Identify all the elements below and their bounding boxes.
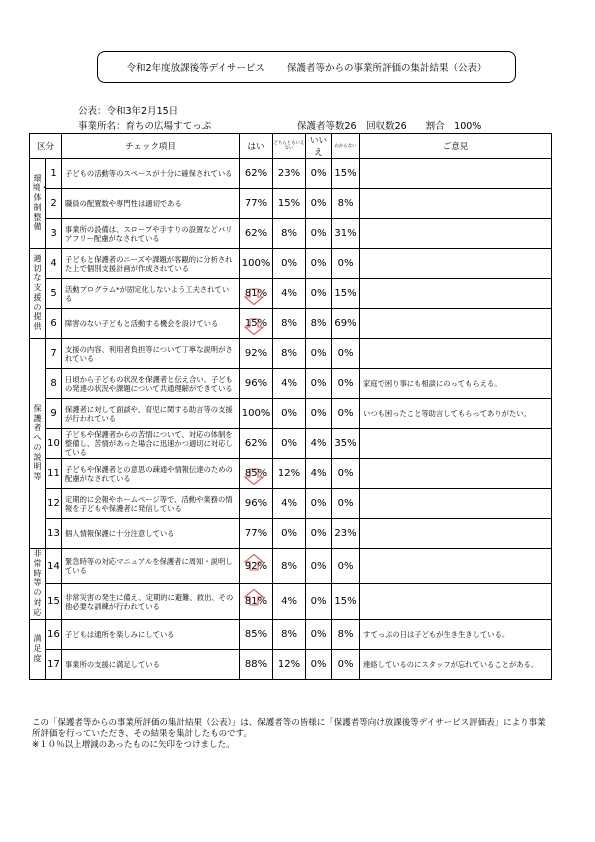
comment-cell — [360, 549, 552, 584]
pct-no: 0% — [306, 519, 332, 549]
pct-unknown: 0% — [332, 549, 360, 584]
header-comment: ご意見 — [360, 134, 552, 159]
pct-no: 0% — [306, 339, 332, 369]
pct-yes — [240, 619, 273, 649]
pct-unknown: 23% — [332, 519, 360, 549]
pct-yes — [240, 399, 273, 429]
row-number: 17 — [46, 649, 62, 679]
comment-cell — [360, 309, 552, 339]
row-number: 15 — [46, 584, 62, 619]
table-row — [30, 459, 552, 489]
pct-no: 4% — [306, 459, 332, 489]
pct-yes-value: 92% — [244, 348, 268, 359]
footer-note — [32, 718, 552, 751]
pct-yes — [240, 339, 273, 369]
pct-unknown: 0% — [332, 399, 360, 429]
comment-cell — [360, 219, 552, 249]
pct-no: 0% — [306, 189, 332, 219]
pct-neither: 0% — [273, 399, 306, 429]
pct-neither: 8% — [273, 219, 306, 249]
row-number: 4 — [46, 249, 62, 279]
pct-unknown: 0% — [332, 459, 360, 489]
pct-unknown: 0% — [332, 249, 360, 279]
pct-yes — [240, 279, 273, 309]
category-label: 適切な支援の提供 — [33, 253, 42, 332]
pct-no: 4% — [306, 429, 332, 459]
comment-cell — [360, 249, 552, 279]
comment-cell — [360, 429, 552, 459]
header-yes: はい — [240, 134, 273, 159]
pct-yes-value: 62% — [244, 228, 268, 239]
pct-neither: 0% — [273, 429, 306, 459]
row-number: 14 — [46, 549, 62, 584]
category-cell — [30, 159, 49, 249]
pct-yes-value: 62% — [244, 438, 268, 449]
pct-yes — [240, 649, 273, 679]
pct-neither: 4% — [273, 489, 306, 519]
row-number: 2 — [46, 189, 62, 219]
comment-cell — [360, 339, 552, 369]
pct-neither: 0% — [273, 249, 306, 279]
pct-neither: 15% — [273, 189, 306, 219]
row-number: 7 — [46, 339, 62, 369]
pct-unknown: 15% — [332, 159, 360, 189]
facility-name: 事業所名：育ちの広場すてっぷ — [78, 121, 212, 132]
row-number: 9 — [46, 399, 62, 429]
check-item: 日頃から子どもの状況を保護者と伝え合い、子どもの発達の状況や課題について共通理解ができている — [62, 369, 240, 399]
title-right: 保護者等からの事業所評価の集計結果（公表） — [286, 63, 487, 74]
pct-yes-value: 100% — [241, 258, 271, 269]
check-item: 緊急時等の対応マニュアルを保護者に周知・説明している — [62, 549, 240, 584]
pct-neither: 0% — [273, 519, 306, 549]
pct-neither: 12% — [273, 459, 306, 489]
pct-no: 0% — [306, 619, 332, 649]
check-item: 職員の配置数や専門性は適切である — [62, 189, 240, 219]
table-row — [30, 309, 552, 339]
check-item: 事業所の設備は、スロープや手すりの設置などバリアフリー配慮がなされている — [62, 219, 240, 249]
pct-yes-value: 81% — [244, 596, 268, 608]
pct-unknown: 31% — [332, 219, 360, 249]
pct-unknown: 8% — [332, 189, 360, 219]
pct-yes-value: 62% — [244, 168, 268, 179]
table-row — [30, 489, 552, 519]
pct-no: 0% — [306, 489, 332, 519]
pct-yes — [240, 489, 273, 519]
header-neither: どちらともいえない — [273, 134, 306, 159]
header-item: チェック項目 — [62, 134, 240, 159]
header-unknown: わからない — [332, 134, 360, 159]
pct-yes — [240, 429, 273, 459]
table-row — [30, 429, 552, 459]
row-number: 12 — [46, 489, 62, 519]
category-cell — [30, 249, 46, 339]
header-no: いいえ — [306, 134, 332, 159]
pct-yes — [240, 369, 273, 399]
pct-no: 0% — [306, 549, 332, 584]
comment-cell: 連絡しているのにスタッフが忘れていることがある。 — [360, 649, 552, 679]
pct-yes — [240, 549, 273, 584]
pct-neither: 8% — [273, 339, 306, 369]
check-item: 子どもや保護者との意思の疎通や情報伝達のための配慮がなされている — [62, 459, 240, 489]
comment-cell — [360, 279, 552, 309]
pct-yes — [240, 159, 273, 189]
check-item: 保護者に対して面談や、育児に関する助言等の支援が行われている — [62, 399, 240, 429]
check-item: 事業所の支援に満足している — [62, 649, 240, 679]
pct-no: 0% — [306, 249, 332, 279]
pct-no: 0% — [306, 279, 332, 309]
row-number: 6 — [46, 309, 62, 339]
table-body — [30, 159, 552, 680]
check-item: 活動プログラム*が固定化しないよう工夫されている — [62, 279, 240, 309]
comment-cell — [360, 489, 552, 519]
check-item: 非常災害の発生に備え、定期的に避難、救出、その他必要な訓練が行われている — [62, 584, 240, 619]
footer-line-2: ※１０％以上増減のあったものに矢印をつけました。 — [32, 740, 235, 750]
pct-unknown: 0% — [332, 369, 360, 399]
table-row — [30, 249, 552, 279]
row-number: 8 — [46, 369, 62, 399]
row-number: 5 — [46, 279, 62, 309]
response-stats: 保護者等数26 回収数26 割合 100% — [297, 121, 482, 132]
title-left: 令和2年度放課後等デイサービス — [126, 63, 265, 74]
comment-cell: 家庭で困り事にも相談にのってもらえる。 — [360, 369, 552, 399]
header-category: 区分 — [30, 134, 62, 159]
check-item: 子どもの活動等のスペースが十分に確保されている — [62, 159, 240, 189]
pct-neither: 4% — [273, 584, 306, 619]
category-label: 非常時等の対応 — [33, 549, 42, 617]
check-item: 定期的に会報やホームページ等で、活動や業務の情報を子どもや保護者に発信している — [62, 489, 240, 519]
pct-unknown: 0% — [332, 339, 360, 369]
footer-line-1: この「保護者等からの事業所評価の集計結果（公表）」は、保護者等の皆様に「保護者等向け放課後等デイサービス評価表」により事業所評価を行っていただき、その結果を集計したものです。 — [32, 718, 546, 739]
pct-no: 0% — [306, 649, 332, 679]
pct-unknown: 69% — [332, 309, 360, 339]
pct-yes — [240, 309, 273, 339]
category-cell — [30, 619, 46, 679]
pct-neither: 12% — [273, 649, 306, 679]
pct-neither: 4% — [273, 369, 306, 399]
pct-yes-value: 96% — [244, 378, 268, 389]
check-item: 子どもは通所を楽しみにしている — [62, 619, 240, 649]
table-row — [30, 189, 552, 219]
pct-neither: 23% — [273, 159, 306, 189]
pct-no: 0% — [306, 159, 332, 189]
pct-unknown: 0% — [332, 649, 360, 679]
row-number: 10 — [46, 429, 62, 459]
pct-no: 0% — [306, 399, 332, 429]
comment-cell: すてっぷの日は子どもが生き生きしている。 — [360, 619, 552, 649]
pct-yes — [240, 584, 273, 619]
table-row — [30, 159, 552, 189]
pct-unknown: 8% — [332, 619, 360, 649]
check-item: 障害のない子どもと活動する機会を設けている — [62, 309, 240, 339]
pct-yes — [240, 219, 273, 249]
check-item: 子どもと保護者のニーズや課題が客観的に分析された上で個別支援計画が作成されている — [62, 249, 240, 279]
comment-cell — [360, 519, 552, 549]
pct-yes — [240, 459, 273, 489]
check-item: 子どもや保護者からの苦情について、対応の体制を整備し、苦情があった場合に迅速かつ適切に対応している — [62, 429, 240, 459]
pct-yes — [240, 519, 273, 549]
table-row — [30, 619, 552, 649]
pct-yes-value: 15% — [244, 318, 268, 329]
pct-yes-value: 100% — [241, 408, 271, 419]
published-date: 公表：令和3年2月15日 — [78, 106, 179, 117]
pct-neither: 8% — [273, 309, 306, 339]
category-label: 保護者への説明等 — [33, 403, 42, 482]
pct-no: 0% — [306, 219, 332, 249]
category-label: 環境・体制整備 — [32, 173, 49, 232]
row-number: 11 — [46, 459, 62, 489]
pct-yes-value: 77% — [244, 198, 268, 209]
row-number: 1 — [46, 159, 62, 189]
table-row — [30, 649, 552, 679]
row-number: 3 — [46, 219, 62, 249]
table-row — [30, 519, 552, 549]
pct-yes-value: 88% — [244, 658, 268, 670]
check-item: 個人情報保護に十分注意している — [62, 519, 240, 549]
pct-yes — [240, 249, 273, 279]
pct-no: 0% — [306, 369, 332, 399]
category-label: 満足度 — [33, 633, 42, 663]
table-row — [30, 584, 552, 619]
pct-yes-value: 85% — [244, 468, 268, 479]
pct-yes-value: 81% — [244, 288, 268, 299]
table-row — [30, 369, 552, 399]
pct-neither: 8% — [273, 549, 306, 584]
pct-unknown: 35% — [332, 429, 360, 459]
comment-cell — [360, 189, 552, 219]
row-number: 13 — [46, 519, 62, 549]
document-title — [97, 51, 516, 83]
pct-neither: 8% — [273, 619, 306, 649]
category-cell — [30, 549, 46, 620]
table-row — [30, 339, 552, 369]
pct-unknown: 15% — [332, 279, 360, 309]
pct-yes-value: 92% — [244, 560, 268, 572]
evaluation-table — [29, 133, 552, 680]
comment-cell — [360, 159, 552, 189]
pct-unknown: 0% — [332, 489, 360, 519]
category-cell — [30, 339, 46, 549]
pct-yes — [240, 189, 273, 219]
check-item: 支援の内容、利用者負担等について丁寧な説明がされている — [62, 339, 240, 369]
pct-yes-value: 96% — [244, 498, 268, 509]
table-row — [30, 279, 552, 309]
table-header-row — [30, 134, 552, 159]
pct-no: 8% — [306, 309, 332, 339]
table-row — [30, 549, 552, 584]
row-number: 16 — [46, 619, 62, 649]
table-row — [30, 399, 552, 429]
table-row — [30, 219, 552, 249]
pct-yes-value: 85% — [244, 628, 268, 640]
pct-unknown: 15% — [332, 584, 360, 619]
pct-yes-value: 77% — [244, 528, 268, 539]
comment-cell — [360, 584, 552, 619]
comment-cell — [360, 459, 552, 489]
pct-neither: 4% — [273, 279, 306, 309]
pct-no: 0% — [306, 584, 332, 619]
comment-cell: いつも困ったこと等助言してもらってありがたい。 — [360, 399, 552, 429]
